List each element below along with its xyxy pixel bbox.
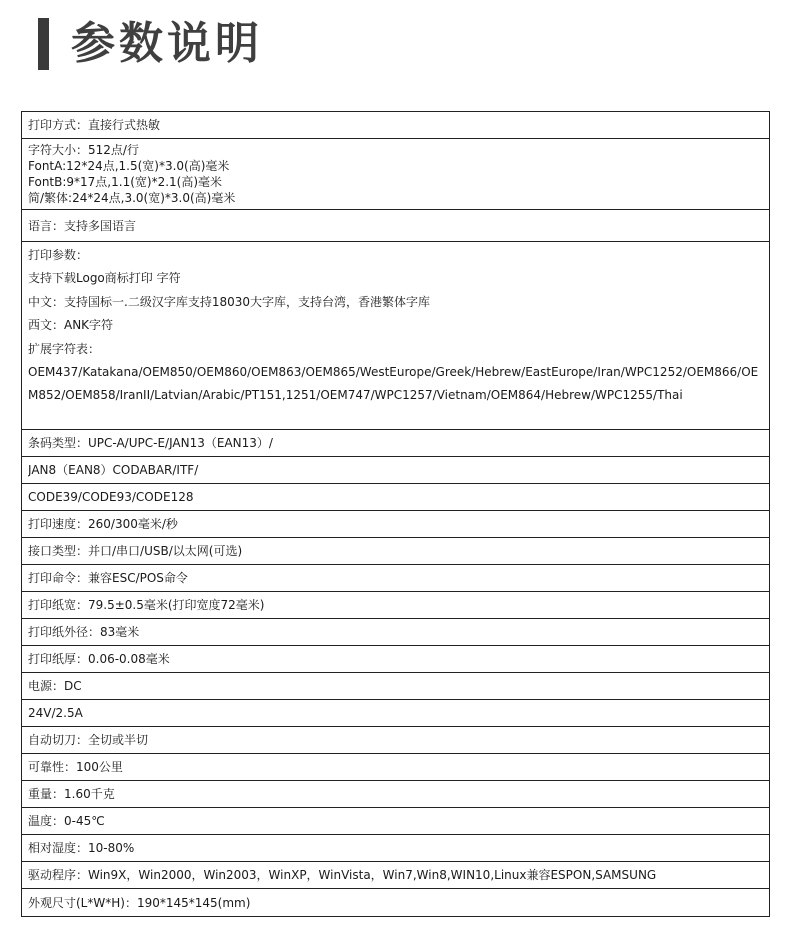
spec-row-command <box>22 565 769 592</box>
spec-text: 打印参数： <box>28 248 89 262</box>
spec-row-barcode <box>22 484 769 511</box>
spec-text: JAN8（EAN8）CODABAR/ITF/ <box>28 463 199 477</box>
page-heading <box>38 16 263 72</box>
spec-text: 温度：0-45℃ <box>28 814 105 828</box>
spec-text: 打印命令：兼容ESC/POS命令 <box>28 571 188 585</box>
spec-row-print-speed <box>22 511 769 538</box>
spec-row-print-method <box>22 112 769 139</box>
spec-text: 西文：ANK字符 <box>28 318 114 333</box>
spec-row-weight <box>22 781 769 808</box>
spec-text: 字符大小：512点/行 <box>28 142 139 157</box>
spec-text: 接口类型：并口/串口/USB/以太网(可选) <box>28 544 243 558</box>
spec-text: 可靠性：100公里 <box>28 760 123 774</box>
spec-text: FontA:12*24点,1.5(宽)*3.0(高)毫米 <box>28 158 230 173</box>
spec-row-paper-thickness <box>22 646 769 673</box>
heading-accent-bar <box>38 18 49 70</box>
spec-row-language <box>22 210 769 242</box>
spec-row-barcode <box>22 430 769 457</box>
spec-text: 扩展字符表： <box>28 341 101 356</box>
spec-text: 打印方式：直接行式热敏 <box>28 118 161 132</box>
spec-text: 电源：DC <box>28 679 82 693</box>
spec-row-dimensions <box>22 889 769 916</box>
spec-text: 条码类型：UPC-A/UPC-E/JAN13（EAN13）/ <box>28 436 273 450</box>
spec-text: 重量：1.60千克 <box>28 787 115 801</box>
spec-text: 24V/2.5A <box>28 706 83 720</box>
spec-row-temperature <box>22 808 769 835</box>
spec-text: FontB:9*17点,1.1(宽)*2.1(高)毫米 <box>28 175 223 189</box>
spec-text: 打印速度：260/300毫米/秒 <box>28 517 178 531</box>
spec-row-driver <box>22 862 769 889</box>
spec-row-power <box>22 673 769 700</box>
spec-row-power-spec <box>22 700 769 727</box>
spec-text: 打印纸厚：0.06-0.08毫米 <box>28 652 170 666</box>
spec-text: 相对湿度：10-80% <box>28 841 135 855</box>
spec-text: 简/繁体:24*24点,3.0(宽)*3.0(高)毫米 <box>28 191 236 206</box>
spec-text: 打印纸宽：79.5±0.5毫米(打印宽度72毫米) <box>28 598 265 612</box>
spec-row-paper-width <box>22 592 769 619</box>
spec-row-cutter <box>22 727 769 754</box>
spec-row-font <box>22 139 769 210</box>
spec-text: 语言：支持多国语言 <box>28 218 137 233</box>
spec-text: OEM437/Katakana/OEM850/OEM860/OEM863/OEM865/WestEurope/Greek/Hebrew/EastEurope/Iran/WPC1252/OEM866/OEM852/OEM858/IranII/Latvian/Arabic/PT151,1251/OEM747/WPC1257/Vietnam/OEM864/Hebrew/WPC1255/Thai <box>28 365 759 403</box>
spec-table <box>21 111 770 917</box>
spec-text: 打印纸外径：83毫米 <box>28 625 140 639</box>
spec-row-barcode <box>22 457 769 484</box>
spec-text: 驱动程序：Win9X，Win2000，Win2003，WinXP，WinVista，Win7,Win8,WIN10,Linux兼容ESPON,SAMSUNG <box>28 868 657 882</box>
spec-row-paper-outer <box>22 619 769 646</box>
spec-text: 中文：支持国标一.二级汉字库支持18030大字库，支持台湾，香港繁体字库 <box>28 294 430 309</box>
spec-row-humidity <box>22 835 769 862</box>
spec-row-print-params <box>22 242 769 430</box>
spec-text: 自动切刀：全切或半切 <box>28 733 149 747</box>
spec-row-reliability <box>22 754 769 781</box>
spec-row-interface <box>22 538 769 565</box>
spec-text: CODE39/CODE93/CODE128 <box>28 490 194 504</box>
spec-text: 外观尺寸(L*W*H)：190*145*145(mm) <box>28 895 251 910</box>
page-title: 参数说明 <box>71 18 263 69</box>
spec-text: 支持下载Logo商标打印 字符 <box>28 271 181 286</box>
